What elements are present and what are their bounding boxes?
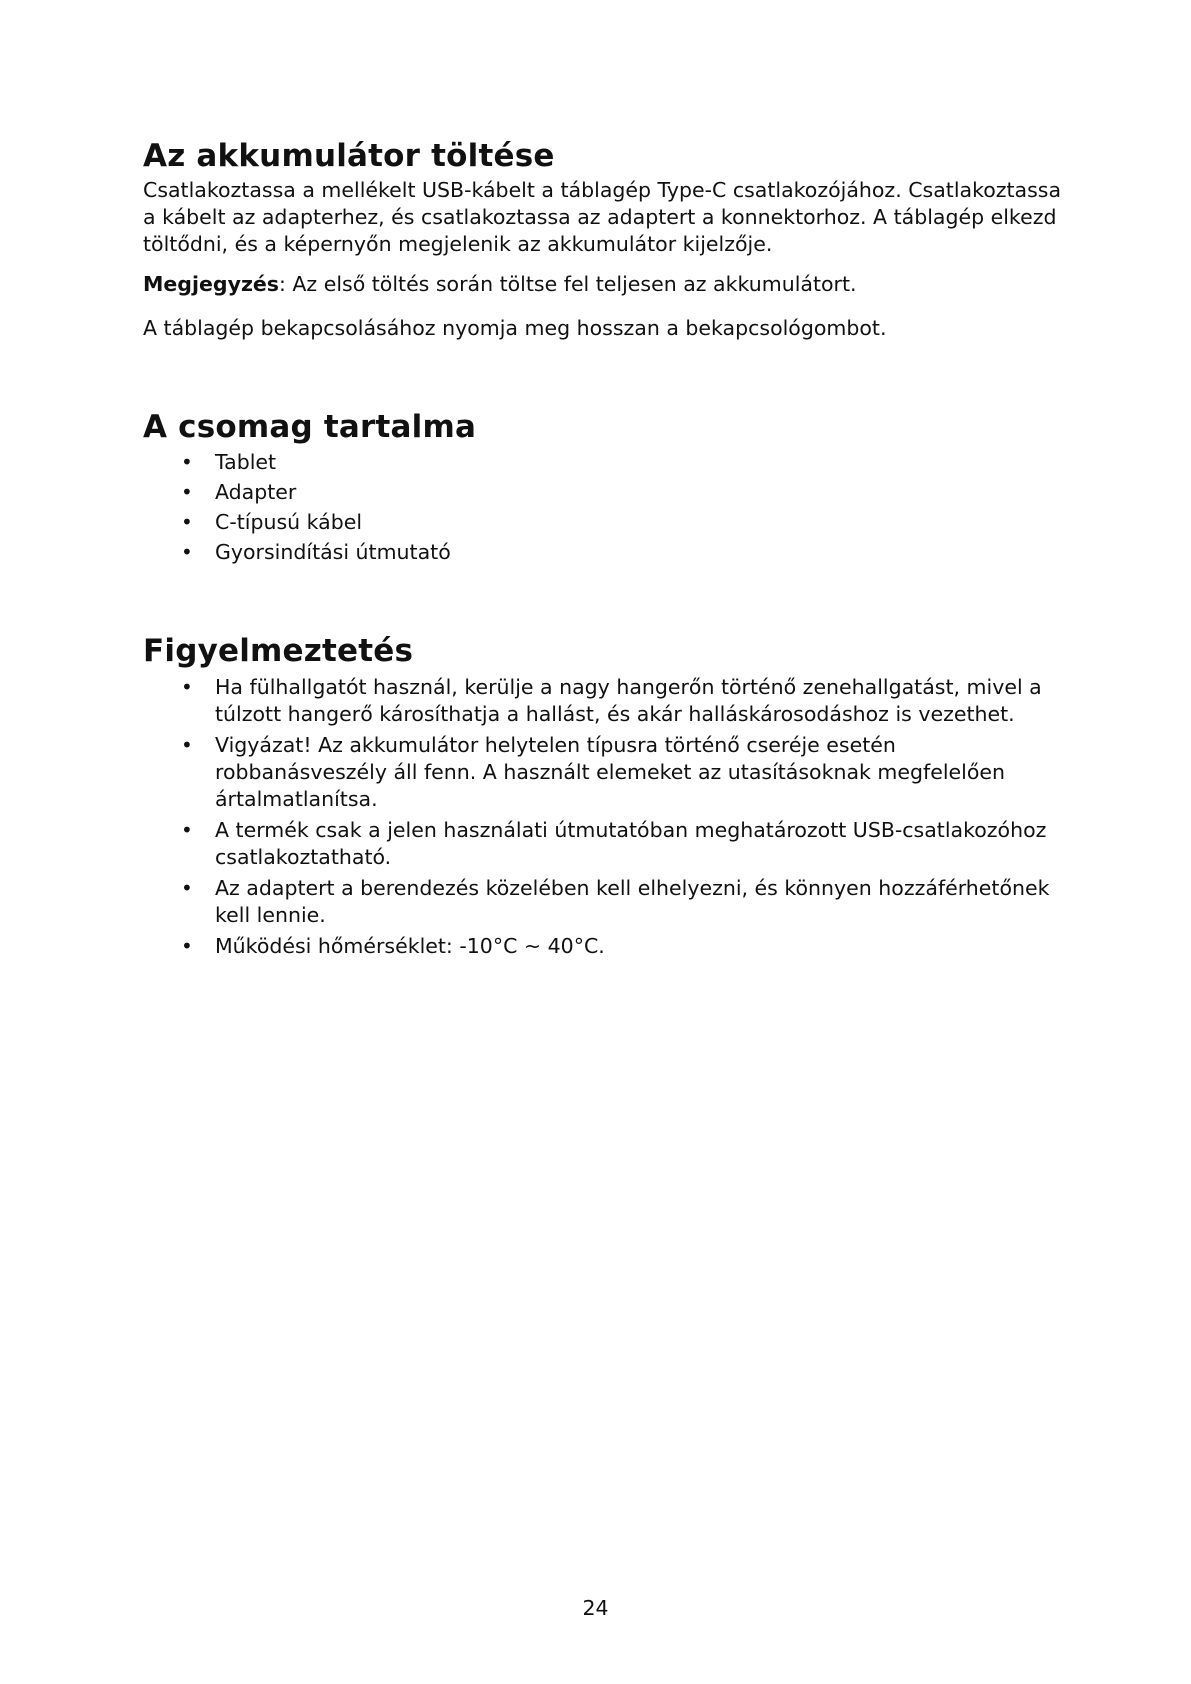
section-contents: [143, 409, 1063, 566]
bullet-icon: •: [181, 540, 193, 565]
contents-list: [143, 449, 1063, 566]
charging-intro: Csatlakoztassa a mellékelt USB-kábelt a táblagép Type-C csatlakozójához. Csatlakoztassa a kábelt az adapterhez, és csatlakoztassa az adaptert a konnektorhoz. A táblagép elkezd töltődni, és a képernyőn megjelenik az akkumulátor kijelzője.: [143, 178, 1062, 257]
warnings-list: [143, 674, 1063, 960]
bullet-icon: •: [181, 817, 193, 842]
list-item: • Gyorsindítási útmutató: [181, 540, 451, 565]
bullet-icon: •: [181, 480, 193, 505]
list-item: • A termék csak a jelen használati útmutatóban meghatározott USB-csatlakozóhoz csatlakoztatható.: [181, 817, 1047, 869]
bullet-icon: •: [181, 450, 193, 475]
note-text: : Az első töltés során töltse fel teljesen az akkumulátort.: [278, 272, 857, 297]
list-item: • Vigyázat! Az akkumulátor helytelen típusra történő cseréje esetén robbanásveszély áll fenn. A használt elemeket az utasításoknak megfelelően ártalmatlanítsa.: [181, 732, 1005, 811]
charging-heading: Az akkumulátor töltése: [143, 138, 555, 174]
list-item: • Adapter: [181, 480, 297, 505]
list-item: • C-típusú kábel: [181, 510, 363, 535]
list-item: • Működési hőmérséklet: -10°C ~ 40°C.: [181, 933, 605, 958]
warnings-heading: Figyelmeztetés: [143, 633, 414, 670]
contents-heading: A csomag tartalma: [143, 409, 477, 446]
bullet-icon: •: [181, 510, 193, 535]
charging-note: [143, 271, 1063, 298]
document-page: [143, 138, 1063, 964]
list-item: • Ha fülhallgatót használ, kerülje a nagy hangerőn történő zenehallgatást, mivel a túlzott hangerő károsíthatja a hallást, és akár halláskárosodáshoz is vezethet.: [181, 674, 1042, 726]
note-label: Megjegyzés: [143, 272, 279, 297]
power-on-instruction: A táblagép bekapcsolásához nyomja meg hosszan a bekapcsológombot.: [143, 316, 887, 341]
list-item: • Az adaptert a berendezés közelében kell elhelyezni, és könnyen hozzáférhetőnek kell lennie.: [181, 875, 1050, 927]
list-item: • Tablet: [181, 450, 277, 475]
bullet-icon: •: [181, 875, 193, 900]
section-charging: [143, 138, 1063, 342]
bullet-icon: •: [181, 933, 193, 958]
section-warnings: [143, 633, 1063, 959]
bullet-icon: •: [181, 674, 193, 699]
page-number: 24: [582, 1596, 609, 1620]
bullet-icon: •: [181, 732, 193, 757]
